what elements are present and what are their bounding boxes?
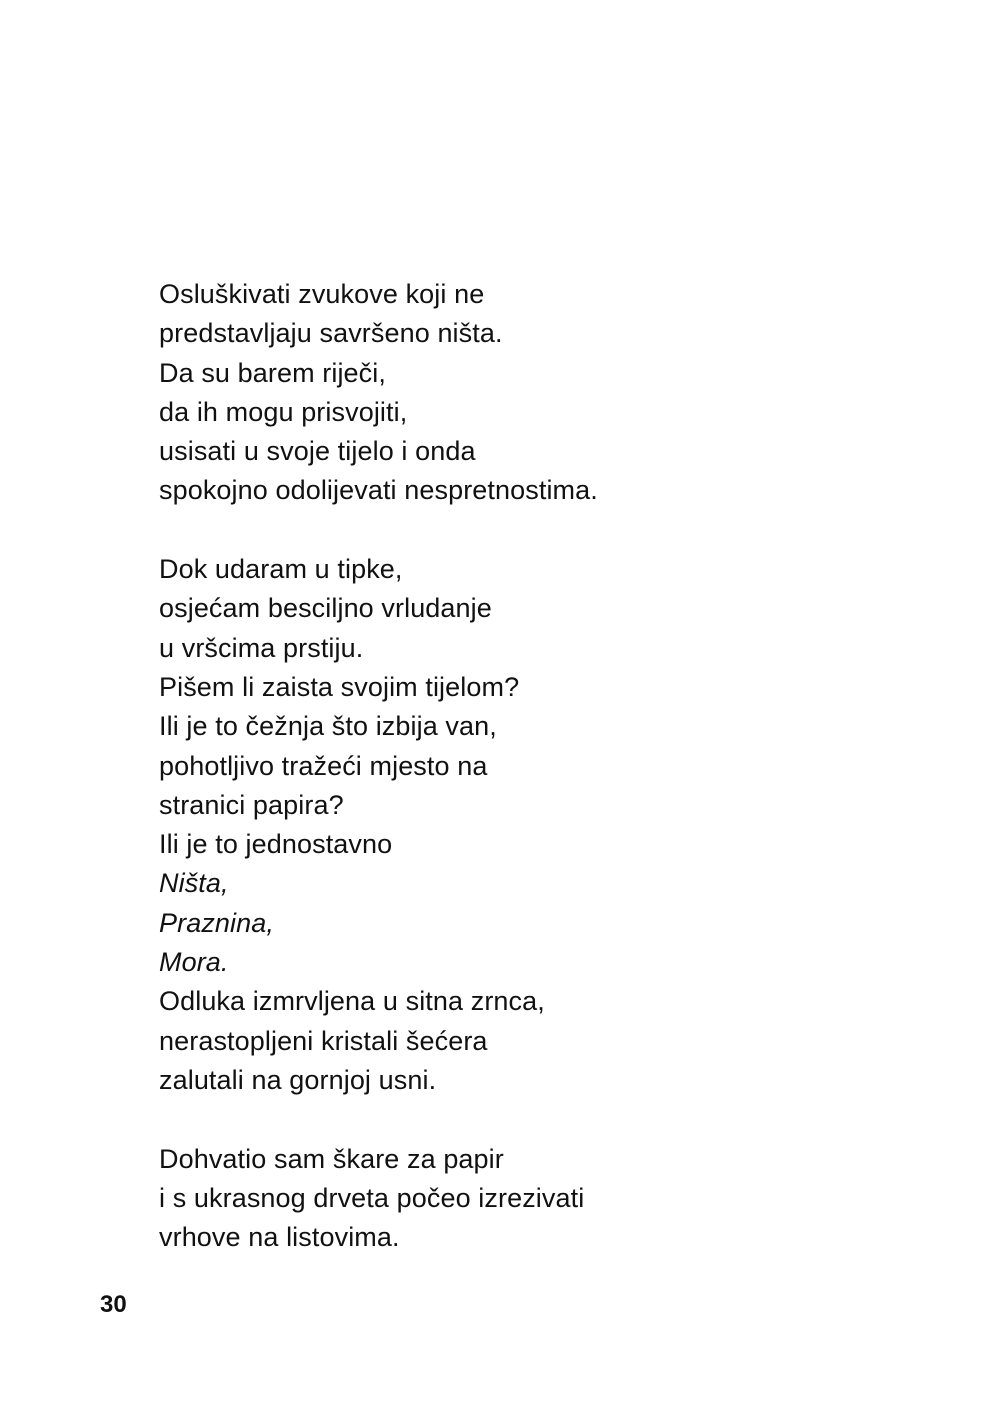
poem-line: stranici papira? bbox=[159, 789, 344, 820]
poem-line: osjećam besciljno vrludanje bbox=[159, 593, 492, 624]
stanza-3 bbox=[159, 1140, 919, 1258]
poem-line: predstavljaju savršeno ništa. bbox=[159, 318, 503, 349]
poem-body bbox=[159, 275, 919, 1257]
poem-line: Ili je to čežnja što izbija van, bbox=[159, 711, 497, 742]
poem-line: Odluka izmrvljena u sitna zrnca, bbox=[159, 986, 545, 1017]
poem-line: pohotljivo tražeći mjesto na bbox=[159, 750, 488, 781]
poem-line: Pišem li zaista svojim tijelom? bbox=[159, 671, 520, 702]
poem-line: Ili je to jednostavno bbox=[159, 829, 393, 860]
poem-line: Da su barem riječi, bbox=[159, 357, 386, 388]
poem-line: nerastopljeni kristali šećera bbox=[159, 1025, 488, 1056]
stanza-2 bbox=[159, 550, 919, 1100]
poem-line: Dohvatio sam škare za papir bbox=[159, 1143, 504, 1174]
poem-line: Ništa, bbox=[159, 868, 229, 899]
poem-line: usisati u svoje tijelo i onda bbox=[159, 436, 476, 467]
poem-line: Osluškivati zvukove koji ne bbox=[159, 279, 485, 309]
poem-line: Mora. bbox=[159, 947, 229, 978]
poem-line: Praznina, bbox=[159, 907, 274, 938]
poem-line: i s ukrasnog drveta počeo izrezivati bbox=[159, 1182, 585, 1213]
poem-line: da ih mogu prisvojiti, bbox=[159, 396, 408, 427]
poem-line: Dok udaram u tipke, bbox=[159, 554, 403, 585]
poem-line: zalutali na gornjoj usni. bbox=[159, 1064, 437, 1095]
page-number: 30 bbox=[100, 1291, 127, 1318]
poem-line: vrhove na listovima. bbox=[159, 1222, 400, 1253]
stanza-1 bbox=[159, 275, 919, 511]
poem-line: u vršcima prstiju. bbox=[159, 632, 364, 663]
poem-line: spokojno odolijevati nespretnostima. bbox=[159, 475, 598, 506]
